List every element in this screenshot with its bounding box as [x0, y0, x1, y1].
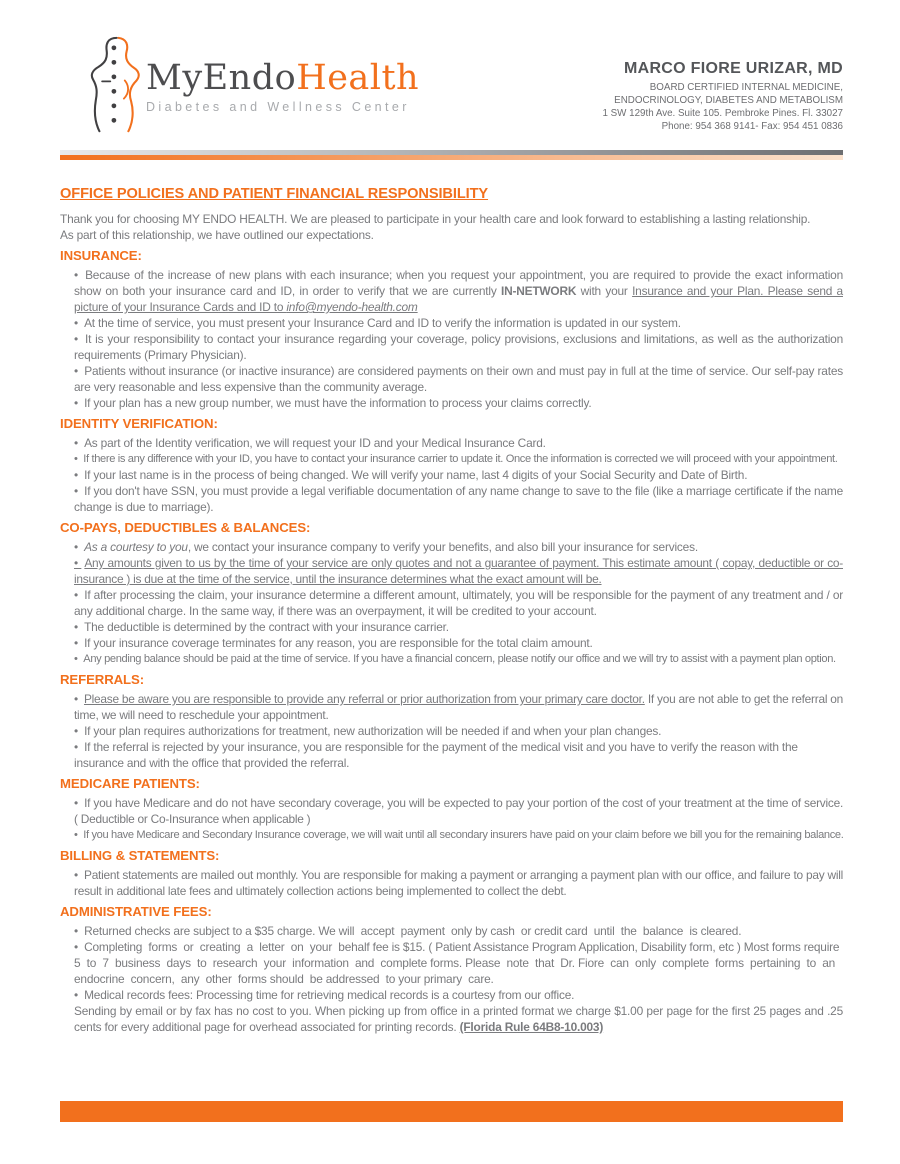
- brand-text: [146, 60, 419, 114]
- text-segment: Returned checks are subject to a $35 charge. We will accept payment only by cash or credit card until the balance is cleared.: [84, 924, 742, 938]
- policy-bullet: [74, 723, 843, 739]
- bullet-icon: •: [74, 940, 82, 954]
- text-segment: It is your responsibility to contact your insurance regarding your coverage, policy provisions, exclusions and limitations, as well as the authorization requirements (Primary Physician).: [74, 332, 843, 362]
- text-segment: If you have Medicare and Secondary Insurance coverage, we will wait until all secondary insurers have paid on your claim before we bill you for the remaining balance.: [83, 829, 844, 841]
- policy-bullet: [74, 795, 843, 827]
- bullet-icon: •: [74, 988, 82, 1002]
- text-segment: Patients without insurance (or inactive insurance) are considered payments on their own and must pay in full at the time of service. Our self-pay rates are very reasonable and less expensive than the community average.: [74, 364, 843, 394]
- doctor-name: MARCO FIORE URIZAR, MD: [623, 60, 843, 77]
- text-segment: with your: [576, 284, 633, 298]
- bullet-icon: •: [74, 540, 82, 554]
- text-segment: IN-NETWORK: [500, 284, 577, 298]
- text-segment: If you are not able to get the referral on time, we will need to reschedule your appointment.: [74, 692, 844, 722]
- bullet-icon: •: [74, 453, 81, 465]
- policy-bullet: [74, 539, 843, 555]
- policy-bullet: [74, 867, 843, 899]
- email-link[interactable]: info@myendo-health.com: [286, 300, 418, 314]
- bullet-icon: •: [74, 364, 82, 378]
- doctor-phone-fax: Phone: 954 368 9141- Fax: 954 451 0836: [661, 121, 843, 132]
- policy-bullet: [74, 555, 843, 587]
- bullet-icon: •: [74, 436, 82, 450]
- section-heading-medicare-patients: MEDICARE PATIENTS:: [60, 776, 200, 791]
- policy-sections: [60, 248, 843, 1035]
- text-segment: Patient statements are mailed out monthly. You are responsible for making a payment or arranging a payment plan with our office, and failure to pay will result in additional late fees and ultimately collection actions being implemented to collect the debt.: [74, 868, 844, 898]
- text-segment: As part of the Identity verification, we will request your ID and your Medical Insurance Card.: [84, 436, 546, 450]
- text-segment: At the time of service, you must present your Insurance Card and ID to verify the information is updated in our system.: [84, 316, 681, 330]
- text-segment: If your plan requires authorizations for treatment, new authorization will be needed if and when your plan changes.: [84, 724, 662, 738]
- text-segment: , we contact your insurance company to verify your benefits, and also bill your insurance for services.: [187, 540, 698, 554]
- bullet-icon: •: [74, 740, 82, 754]
- text-segment: Insurance and your Plan. Please send a picture of your Insurance Cards and ID to: [74, 284, 843, 314]
- bullet-icon: •: [74, 556, 82, 570]
- text-segment: If you have Medicare and do not have secondary coverage, you will be expected to pay your portion of the cost of your treatment at the time of service. ( Deductible or Co-Insurance when applicable ): [74, 796, 844, 826]
- intro-paragraph: [60, 211, 843, 243]
- bullet-icon: •: [74, 268, 83, 282]
- letterhead: [0, 0, 900, 141]
- policy-bullet: [74, 827, 843, 843]
- policy-bullet: [74, 395, 843, 411]
- doctor-credentials-1: BOARD CERTIFIED INTERNAL MEDICINE,: [649, 82, 843, 93]
- footer-accent-bar: [60, 1101, 843, 1122]
- bullet-icon: •: [74, 868, 82, 882]
- policy-bullet: [74, 435, 843, 451]
- section-heading-identity-verification: IDENTITY VERIFICATION:: [60, 416, 218, 431]
- brand-name: [146, 60, 419, 96]
- policy-bullet: [74, 1003, 843, 1035]
- bullet-icon: •: [74, 653, 81, 665]
- policy-bullet: [74, 619, 843, 635]
- bullet-icon: •: [74, 484, 82, 498]
- brand-suffix: Health: [296, 58, 420, 98]
- text-segment: Any amounts given to us by the time of your service are only quotes and not a guarantee of payment. This estimate amount ( copay, deductible or co-insurance ) is due at the time of the service, until the insurance determines what the exact amount will be.: [74, 556, 843, 586]
- text-segment: Please be aware you are responsible to provide any referral or prior authorization from your primary care doctor.: [83, 692, 645, 706]
- bullet-icon: •: [74, 332, 82, 346]
- brand-tagline: Diabetes and Wellness Center: [146, 100, 410, 114]
- text-segment: If the referral is rejected by your insurance, you are responsible for the payment of the medical visit and you have to verify the reason with the insurance and with the office that provided the referral.: [74, 740, 798, 770]
- doctor-credentials-2: ENDOCRINOLOGY, DIABETES AND METABOLISM: [614, 95, 843, 106]
- text-segment: Medical records fees: Processing time for retrieving medical records is a courtesy from our office.: [84, 988, 575, 1002]
- brand-prefix: MyEndo: [146, 58, 297, 98]
- doctor-info-block: [602, 60, 843, 133]
- bullet-icon: •: [74, 796, 82, 810]
- torso-spine-icon: [84, 34, 142, 141]
- text-segment: The deductible is determined by the contract with your insurance carrier.: [84, 620, 449, 634]
- bullet-icon: •: [74, 468, 82, 482]
- section-heading-billing-statements: BILLING & STATEMENTS:: [60, 848, 220, 863]
- bullet-icon: •: [74, 924, 82, 938]
- policy-bullet: [74, 483, 843, 515]
- section-heading-referrals: REFERRALS:: [60, 672, 144, 687]
- policy-bullet: [74, 363, 843, 395]
- policy-bullet: [74, 315, 843, 331]
- text-segment: Any pending balance should be paid at the time of service. If you have a financial concern, please notify our office and we will try to assist with a payment plan option.: [83, 653, 836, 665]
- policy-bullet: [74, 331, 843, 363]
- policy-bullet: [74, 467, 843, 483]
- bullet-icon: •: [74, 588, 82, 602]
- bullet-icon: •: [74, 724, 82, 738]
- policy-bullet: [74, 923, 843, 939]
- policy-bullet: [74, 651, 843, 667]
- header-divider: [60, 150, 843, 160]
- policy-bullet: [74, 739, 843, 771]
- section-heading-insurance: INSURANCE:: [60, 248, 142, 263]
- bullet-icon: •: [74, 620, 82, 634]
- page-title: OFFICE POLICIES AND PATIENT FINANCIAL RESPONSIBILITY: [60, 186, 489, 202]
- bullet-icon: •: [74, 396, 82, 410]
- bullet-icon: •: [74, 636, 82, 650]
- policy-bullet: [74, 635, 843, 651]
- document-body: [0, 160, 900, 1035]
- bullet-icon: •: [74, 316, 82, 330]
- policy-bullet: [74, 451, 843, 467]
- clinic-logo: [84, 30, 419, 141]
- text-segment: Sending by email or by fax has no cost to you. When picking up from office in a printed format we charge $1.00 per page for the first 25 pages and .25 cents for every additional page for overhead associated for printing records.: [74, 1004, 843, 1034]
- policy-bullet: [74, 987, 843, 1003]
- text-segment: Because of the increase of new plans with each insurance; when you request your appointment, you are required to provide the exact information show on both your insurance card and ID, in order to verify that we are currently: [74, 268, 843, 298]
- text-segment: If your insurance coverage terminates for any reason, you are responsible for the total claim amount.: [84, 636, 593, 650]
- text-segment: Completing forms or creating a letter on your behalf fee is $15. ( Patient Assistance Program Application, Disability form, etc ) Most forms require 5 to 7 business days to research your information and complete forms. Please note that Dr. Fiore can only complete forms pertaining to an endocrine concern, any other forms should be addressed to your primary care.: [74, 940, 843, 986]
- policy-bullet: [74, 587, 843, 619]
- policy-bullet: [74, 267, 843, 315]
- text-segment: If your plan has a new group number, we must have the information to process your claims correctly.: [84, 396, 592, 410]
- doctor-address: 1 SW 129th Ave. Suite 105. Pembroke Pines. Fl. 33027: [602, 108, 843, 119]
- bullet-icon: •: [74, 692, 81, 706]
- text-segment: As a courtesy to you: [84, 540, 188, 554]
- text-segment: If after processing the claim, your insurance determine a different amount, ultimately, you will be responsible for the payment of any treatment and / or any additional charge. In the same way, if there was an overpayment, it will be credited to your account.: [74, 588, 843, 618]
- text-segment: If your last name is in the process of being changed. We will verify your name, last 4 digits of your Social Security and Date of Birth.: [84, 468, 748, 482]
- text-segment: If there is any difference with your ID, you have to contact your insurance carrier to update it. Once the information is corrected we will proceed with your appointment.: [83, 453, 838, 465]
- policy-bullet: [74, 939, 843, 987]
- intro-line-2: As part of this relationship, we have outlined our expectations.: [60, 228, 374, 242]
- text-segment: (Florida Rule 64B8-10.003): [459, 1020, 604, 1034]
- intro-line-1: Thank you for choosing MY ENDO HEALTH. We are pleased to participate in your health care and look forward to establishing a lasting relationship.: [60, 212, 811, 226]
- section-heading-copays-deductibles-balances: CO-PAYS, DEDUCTIBLES & BALANCES:: [60, 520, 311, 535]
- section-heading-administrative-fees: ADMINISTRATIVE FEES:: [60, 904, 212, 919]
- bullet-icon: •: [74, 829, 81, 841]
- text-segment: If you don't have SSN, you must provide a legal verifiable documentation of any name change to save to the file (like a marriage certificate if the name change is due to marriage).: [74, 484, 843, 514]
- policy-bullet: [74, 691, 843, 723]
